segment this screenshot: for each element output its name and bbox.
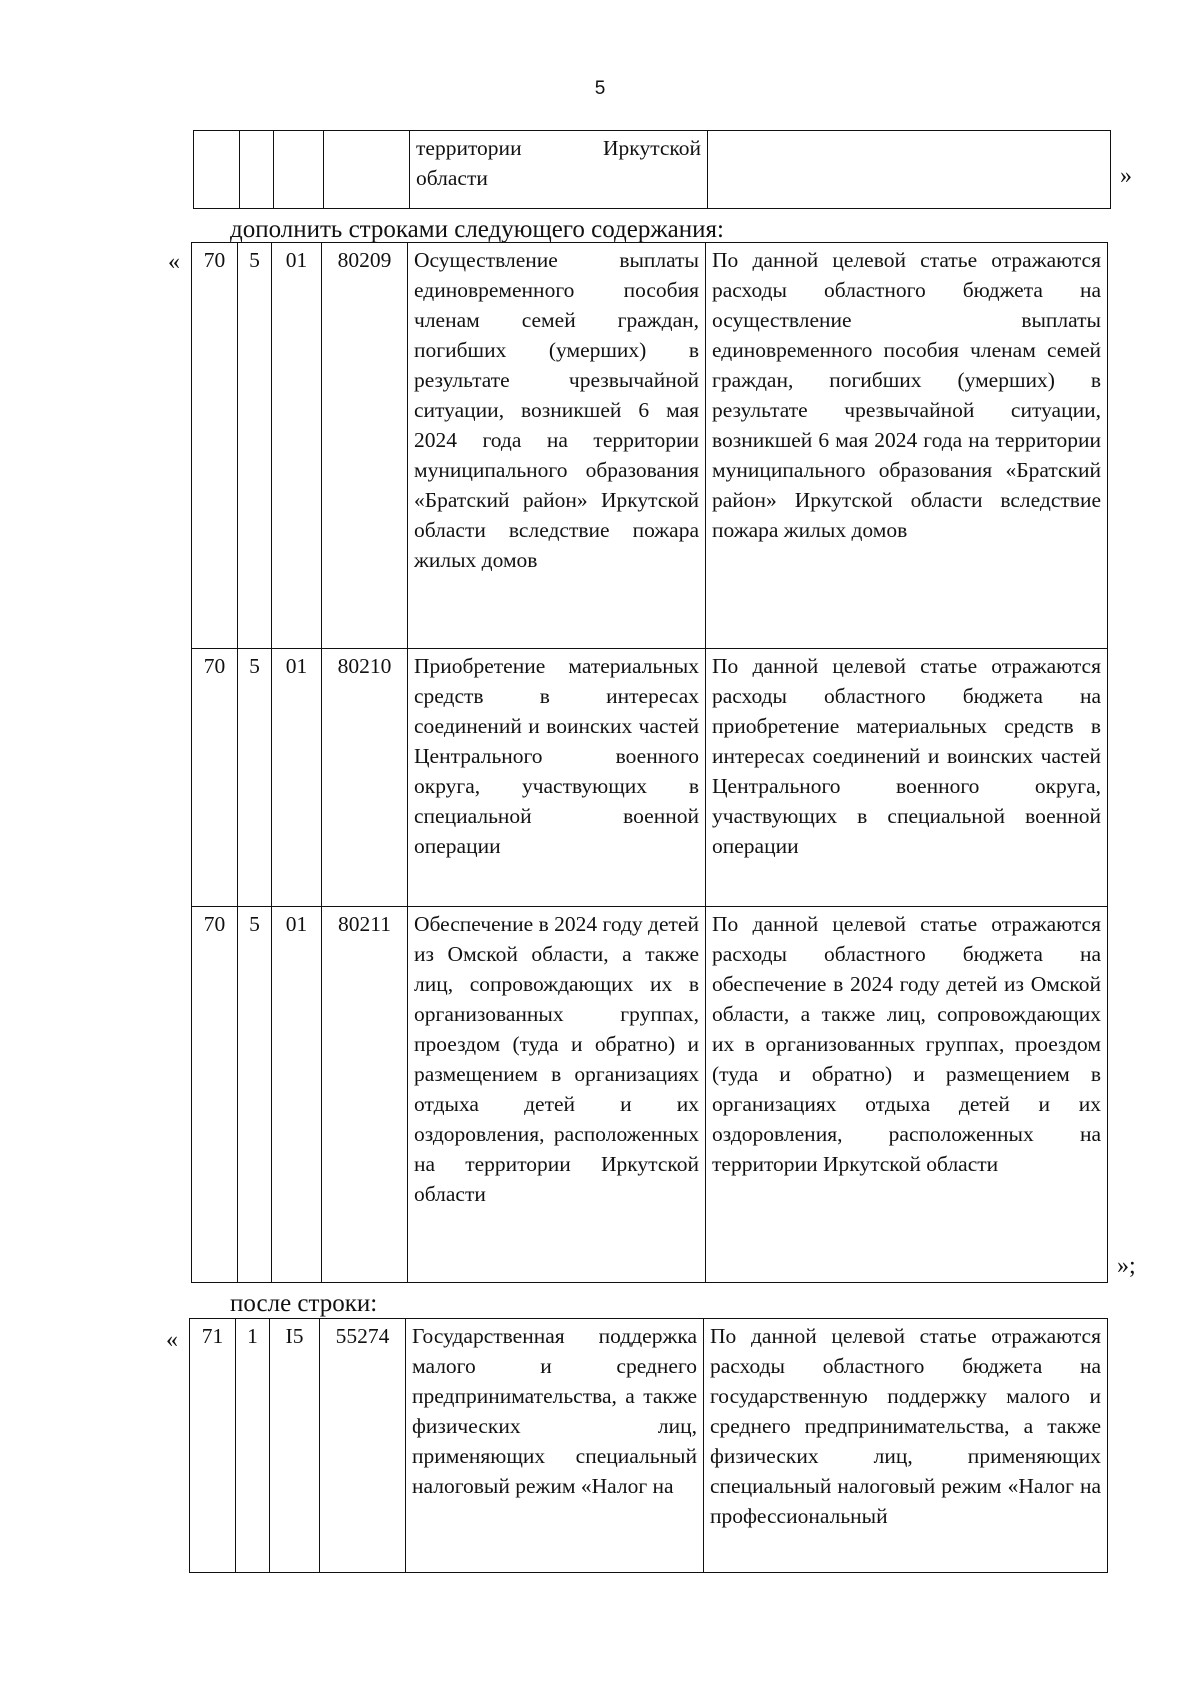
item-description-cell (708, 131, 1111, 209)
opening-quote: « (166, 1327, 178, 1353)
code-cell-4: 80209 (322, 243, 408, 649)
code-cell-1 (194, 131, 240, 209)
code-cell-1: 71 (190, 1319, 236, 1573)
code-cell-3: 01 (272, 649, 322, 907)
code-cell-1: 70 (192, 243, 238, 649)
instruction-add-rows: дополнить строками следующего содержания: (230, 216, 724, 243)
code-cell-1: 70 (192, 649, 238, 907)
added-rows-table (191, 242, 1108, 1283)
code-cell-3 (274, 131, 324, 209)
table-row (194, 131, 1111, 209)
opening-quote: « (168, 249, 180, 275)
code-cell-3: I5 (270, 1319, 320, 1573)
code-cell-2 (240, 131, 274, 209)
item-description-cell: По данной целевой статье отражаются расходы областного бюджета на обеспечение в 2024 году детей из Омской области, а также лиц, сопровождающих их в организованных группах, проездом (туда и обратно) и размещением в организациях отдыха детей и их оздоровления, расположенных на территории Иркутской области (706, 907, 1108, 1283)
item-description-cell: По данной целевой статье отражаются расходы областного бюджета на осуществление выплаты единовременного пособия членам семей граждан, погибших (умерших) в результате чрезвычайной ситуации, возникшей 6 мая 2024 года на территории муниципального образования «Братский район» Иркутской области вследствие пожара жилых домов (706, 243, 1108, 649)
code-cell-2: 5 (238, 907, 272, 1283)
code-cell-4 (324, 131, 410, 209)
table-row (192, 907, 1108, 1283)
instruction-after-row: после строки: (230, 1290, 378, 1317)
closing-quote: » (1120, 163, 1132, 189)
code-cell-1: 70 (192, 907, 238, 1283)
item-name-cell: Осуществление выплаты единовременного пособия членам семей граждан, погибших (умерших) в результате чрезвычайной ситуации, возникшей 6 мая 2024 года на территории муниципального образования «Братский район» Иркутской области вследствие пожара жилых домов (408, 243, 706, 649)
page-number: 5 (594, 78, 606, 99)
table-row (192, 649, 1108, 907)
item-description-cell: По данной целевой статье отражаются расходы областного бюджета на приобретение материальных средств в интересах соединений и воинских частей Центрального военного округа, участвующих в специальной военной операции (706, 649, 1108, 907)
intro-table (193, 130, 1111, 209)
code-cell-4: 80211 (322, 907, 408, 1283)
code-cell-2: 5 (238, 243, 272, 649)
reference-row-table (189, 1318, 1108, 1573)
item-name-cell: Государственная поддержка малого и среднего предпринимательства, а также физических лиц, применяющих специальный налоговый режим «Налог на (406, 1319, 704, 1573)
code-cell-4: 55274 (320, 1319, 406, 1573)
code-cell-4: 80210 (322, 649, 408, 907)
item-name-cell: Приобретение материальных средств в интересах соединений и воинских частей Центрального военного округа, участвующих в специальной военной операции (408, 649, 706, 907)
item-name-cell: Обеспечение в 2024 году детей из Омской области, а также лиц, сопровождающих их в организованных группах, проездом (туда и обратно) и размещением в организациях отдыха детей и их оздоровления, расположенных на территории Иркутской области (408, 907, 706, 1283)
code-cell-2: 1 (236, 1319, 270, 1573)
table-row (192, 243, 1108, 649)
code-cell-3: 01 (272, 243, 322, 649)
table-row (190, 1319, 1108, 1573)
item-name-cell: территории Иркутской области (410, 131, 708, 209)
code-cell-3: 01 (272, 907, 322, 1283)
item-description-cell: По данной целевой статье отражаются расходы областного бюджета на государственную поддержку малого и среднего предпринимательства, а также физических лиц, применяющих специальный налоговый режим «Налог на профессиональный (704, 1319, 1108, 1573)
closing-quote: »; (1117, 1253, 1136, 1279)
code-cell-2: 5 (238, 649, 272, 907)
